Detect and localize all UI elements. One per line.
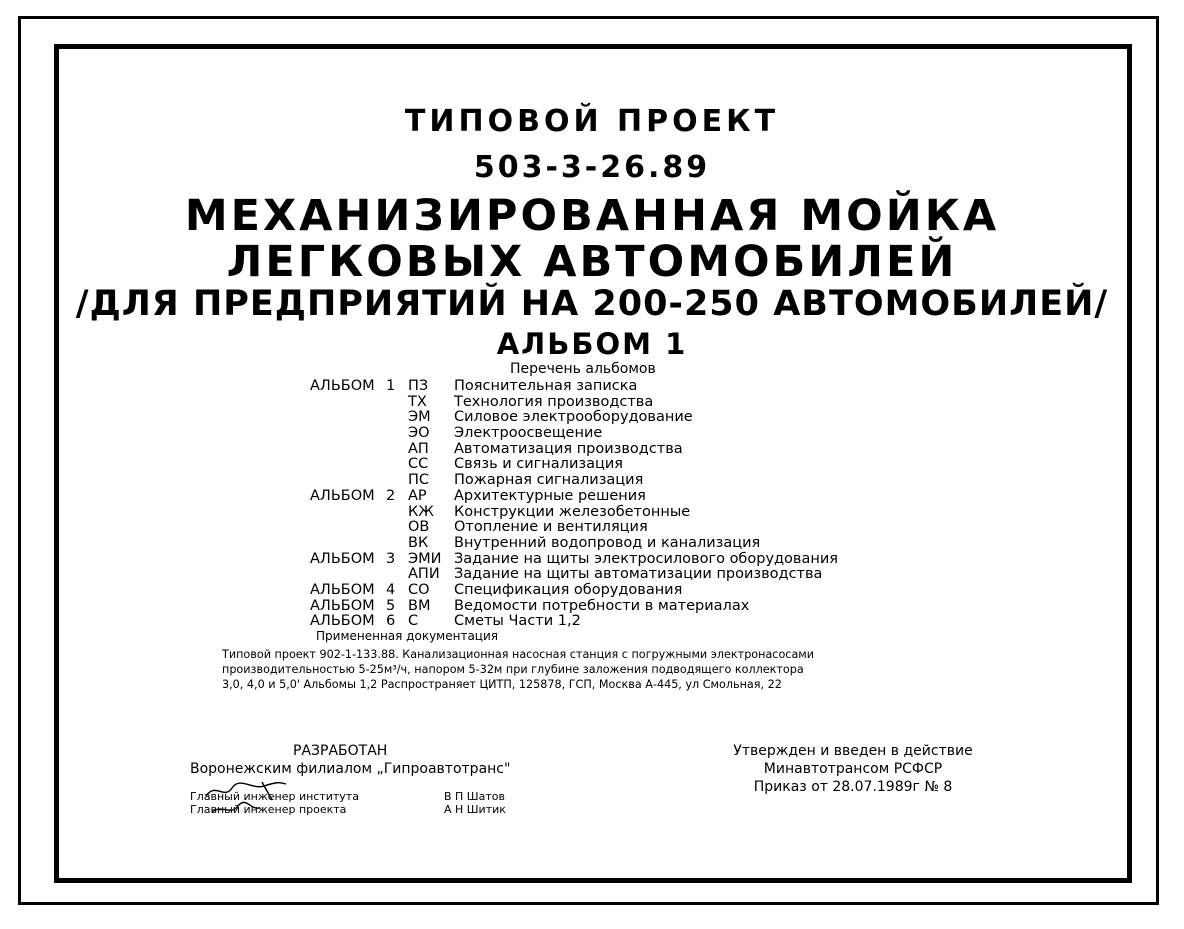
signatory-role: Главный инженер проекта	[190, 803, 347, 816]
project-number: 503-3-26.89	[473, 150, 711, 185]
section-description: Технология производства	[454, 393, 654, 410]
section-description: Архитектурные решения	[454, 487, 646, 504]
album-number: 4	[386, 581, 396, 598]
section-code: СС	[408, 456, 429, 473]
title-line-2: ЛЕГКОВЫХ АВТОМОБИЛЕЙ	[226, 237, 958, 287]
album-label: АЛЬБОМ	[310, 581, 375, 598]
section-code: ЭМ	[408, 409, 431, 426]
approval-block	[708, 742, 998, 796]
approval-line-3: Приказ от 28.07.1989г № 8	[753, 779, 953, 795]
section-description: Конструкции железобетонные	[454, 503, 691, 520]
applied-docs-line: производительностью 5-25м³/ч, напором 5-32м при глубине заложения подводящего коллектора	[222, 663, 804, 676]
signatory-name: В П Шатов	[444, 790, 505, 803]
album-number: 6	[386, 613, 396, 630]
album-label: АЛЬБОМ	[310, 597, 375, 614]
album-label: АЛЬБОМ	[310, 613, 375, 630]
section-code: ТХ	[408, 393, 427, 410]
title-line-3: /ДЛЯ ПРЕДПРИЯТИЙ НА 200-250 АВТОМОБИЛЕЙ/	[75, 284, 1109, 324]
section-description: Пояснительная записка	[454, 378, 638, 394]
applied-docs-line: Типовой проект 902-1-133.88. Канализационная насосная станция с погружными электронасосами	[222, 648, 815, 661]
developer-org: Воронежским филиалом „Гипроавтотранс"	[190, 761, 511, 777]
section-code: ПЗ	[408, 378, 429, 394]
signatory-role: Главный инженер института	[190, 790, 359, 803]
section-code: ЭМИ	[408, 550, 442, 567]
applied-docs-text	[222, 647, 982, 692]
section-description: Задание на щиты электросилового оборудования	[454, 550, 838, 567]
applied-docs-title: Примененная документация	[316, 629, 498, 643]
section-description: Ведомости потребности в материалах	[454, 597, 750, 614]
section-description: Автоматизация производства	[454, 440, 683, 457]
developer-block	[190, 742, 510, 778]
section-description: Отопление и вентиляция	[454, 519, 648, 536]
section-code: АР	[408, 487, 427, 504]
album-list-title: Перечень альбомов	[510, 361, 656, 377]
approval-line-1: Утвержден и введен в действие	[733, 743, 973, 759]
album-heading: АЛЬБОМ 1	[496, 327, 688, 361]
section-description: Сметы Части 1,2	[454, 613, 581, 630]
developed-label: РАЗРАБОТАН	[293, 743, 388, 759]
album-number: 5	[386, 597, 396, 614]
section-description: Пожарная сигнализация	[454, 472, 644, 489]
section-description: Силовое электрооборудование	[454, 409, 693, 426]
section-code: СО	[408, 581, 430, 598]
section-code: ВК	[408, 534, 429, 551]
section-description: Задание на щиты автоматизации производства	[454, 566, 823, 583]
section-code: АПИ	[408, 566, 440, 583]
album-label: АЛЬБОМ	[310, 487, 375, 504]
album-number: 1	[386, 378, 396, 394]
section-description: Связь и сигнализация	[454, 456, 623, 473]
applied-docs-line: 3,0, 4,0 и 5,0' Альбомы 1,2 Распространяет ЦИТП, 125878, ГСП, Москва А-445, ул Смольная, 22	[222, 678, 782, 691]
project-type: ТИПОВОЙ ПРОЕКТ	[404, 104, 780, 139]
section-code: ОВ	[408, 519, 430, 536]
handwritten-signatures	[202, 776, 292, 816]
album-label: АЛЬБОМ	[310, 378, 375, 394]
section-code: КЖ	[408, 503, 434, 520]
section-description: Внутренний водопровод и канализация	[454, 534, 761, 551]
album-number: 2	[386, 487, 396, 504]
signatory-name: А Н Шитик	[444, 803, 506, 816]
section-code: АП	[408, 440, 429, 457]
section-description: Спецификация оборудования	[454, 581, 683, 598]
section-code: С	[408, 613, 419, 630]
section-code: ПС	[408, 472, 430, 489]
section-code: ЭО	[408, 425, 430, 442]
section-description: Электроосвещение	[454, 425, 603, 442]
section-code: ВМ	[408, 597, 431, 614]
approval-line-2: Минавтотрансом РСФСР	[763, 761, 943, 777]
album-label: АЛЬБОМ	[310, 550, 375, 567]
album-number: 3	[386, 550, 396, 567]
title-line-1: МЕХАНИЗИРОВАННАЯ МОЙКА	[184, 191, 1000, 241]
